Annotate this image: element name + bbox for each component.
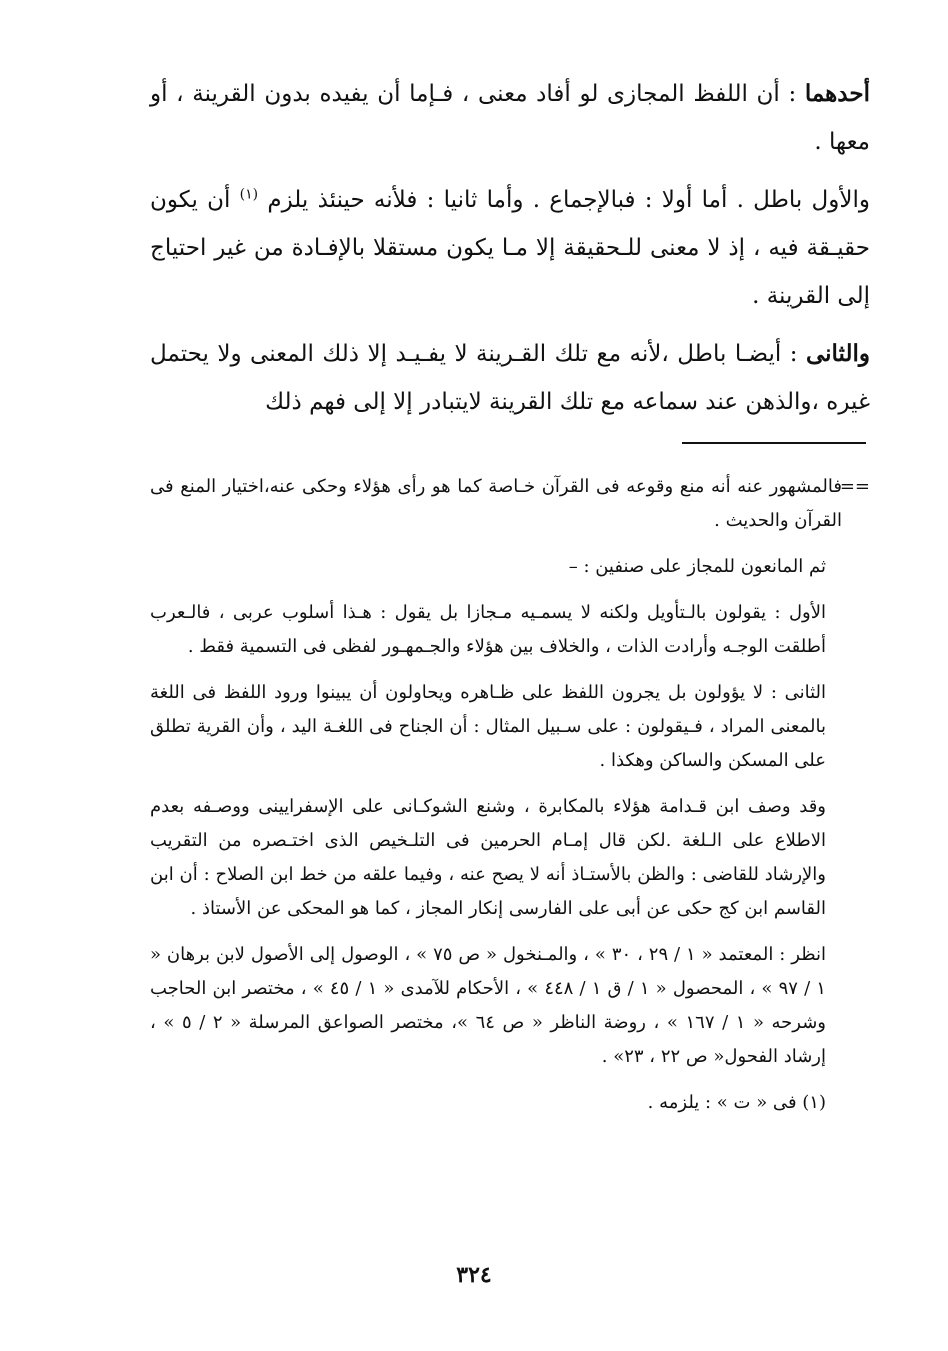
paragraph-3 [150,330,870,426]
footnotes-block [150,470,870,1132]
paragraph-3-lead: والثانى [805,340,870,367]
footnote-paragraph-1: ثم المانعون للمجاز على صنفين : – [568,556,826,577]
paragraph-1-lead: أحدهما [804,80,870,107]
main-text-block [150,70,870,436]
continuation-marker: == [839,476,870,497]
page-number: ٣٢٤ [456,1262,492,1288]
footnote-continuation [150,470,870,538]
footnote-1: (١) فى « ت » : يلزمه . [647,1092,826,1113]
paragraph-2-text-b: أن يكون حقيـقة فيه ، إذ لا معنى للـحقيقة إلا مـا يكون مستقلا بالإفـادة من غير احتياج إلى القرينة . [150,187,870,309]
footnote-references: انظر : المعتمد « ١ / ٢٩ ، ٣٠ » ، والمـنخول « ص ٧٥ » ، الوصول إلى الأصول لابن برهان « ١ / ٩٧ » ، المحصول « ١ / ق ١ / ٤٤٨ » ، الأحكام للآمدى « ١ / ٤٥ » ، مختصر ابن الحاجب وشرحه « ١ / ١٦٧ » ، روضة الناظر « ص ٦٤ »، مختصر الصواعق المرسلة « ٢ / ٥ » ، إرشاد الفحول« ص ٢٢ ، ٢٣» . [150,944,826,1067]
footnote-separator [682,442,866,444]
paragraph-1 [150,70,870,166]
paragraph-2-text-a: والأول باطل . أما أولا : فبالإجماع . وأما ثانيا : فلأنه حينئذ يلزم [258,187,870,213]
paragraph-2 [150,176,870,320]
footnote-reference: (١) [239,186,259,203]
footnote-paragraph-3: الثانى : لا يؤولون بل يجرون اللفظ على ظـاهره ويحاولون أن يبينوا ورود اللفظ فى اللغة بالمعنى المراد ، فـيقولون : على سـبيل المثال : أن الجناح فى اللغـة اليد ، وأن القرية تطلق على المسكن والساكن وهكذا . [150,682,826,771]
paragraph-3-text: : أيضـا باطل ،لأنه مع تلك القـرينة لا يفـيـد إلا ذلك المعنى ولا يحتمل غيره ،والذهن عند سماعه مع تلك القرينة لايتبادر إلا إلى فهم ذلك [150,341,870,415]
footnote-paragraph-2: الأول : يقولون بالـتأويل ولكنه لا يسمـيه مـجازا بل يقول : هـذا أسلوب عربى ، فالـعرب أطلقت الوجـه وأرادت الذات ، والخلاف بين هؤلاء والجـمهـور لفظى فى التسمية فقط . [150,602,826,657]
footnote-paragraph-4: وقد وصف ابن قـدامة هؤلاء بالمكابرة ، وشنع الشوكـانى على الإسفرايينى ووصـفه بعدم الاطلاع على الـلغة .لكن قال إمـام الحرمين فى التلـخيص الذى اختـصره من التقريب والإرشاد للقاضى : والظن بالأستـاذ أنه لا يصح عنه ، وفيما علقه من خط ابن الصلاح : أن ابن القاسم ابن كج حكى عن أبى على الفارسى إنكار المجاز ، كما هو المحكى عن الأستاذ . [150,796,826,919]
paragraph-1-text: : أن اللفظ المجازى لو أفاد معنى ، فـإما أن يفيده بدون القرينة ، أو معها . [150,81,870,155]
continuation-text: فالمشهور عنه أنه منع وقوعه فى القرآن خـاصة كما هو رأى هؤلاء وحكى عنه،اختيار المنع فى القرآن والحديث . [150,476,842,531]
